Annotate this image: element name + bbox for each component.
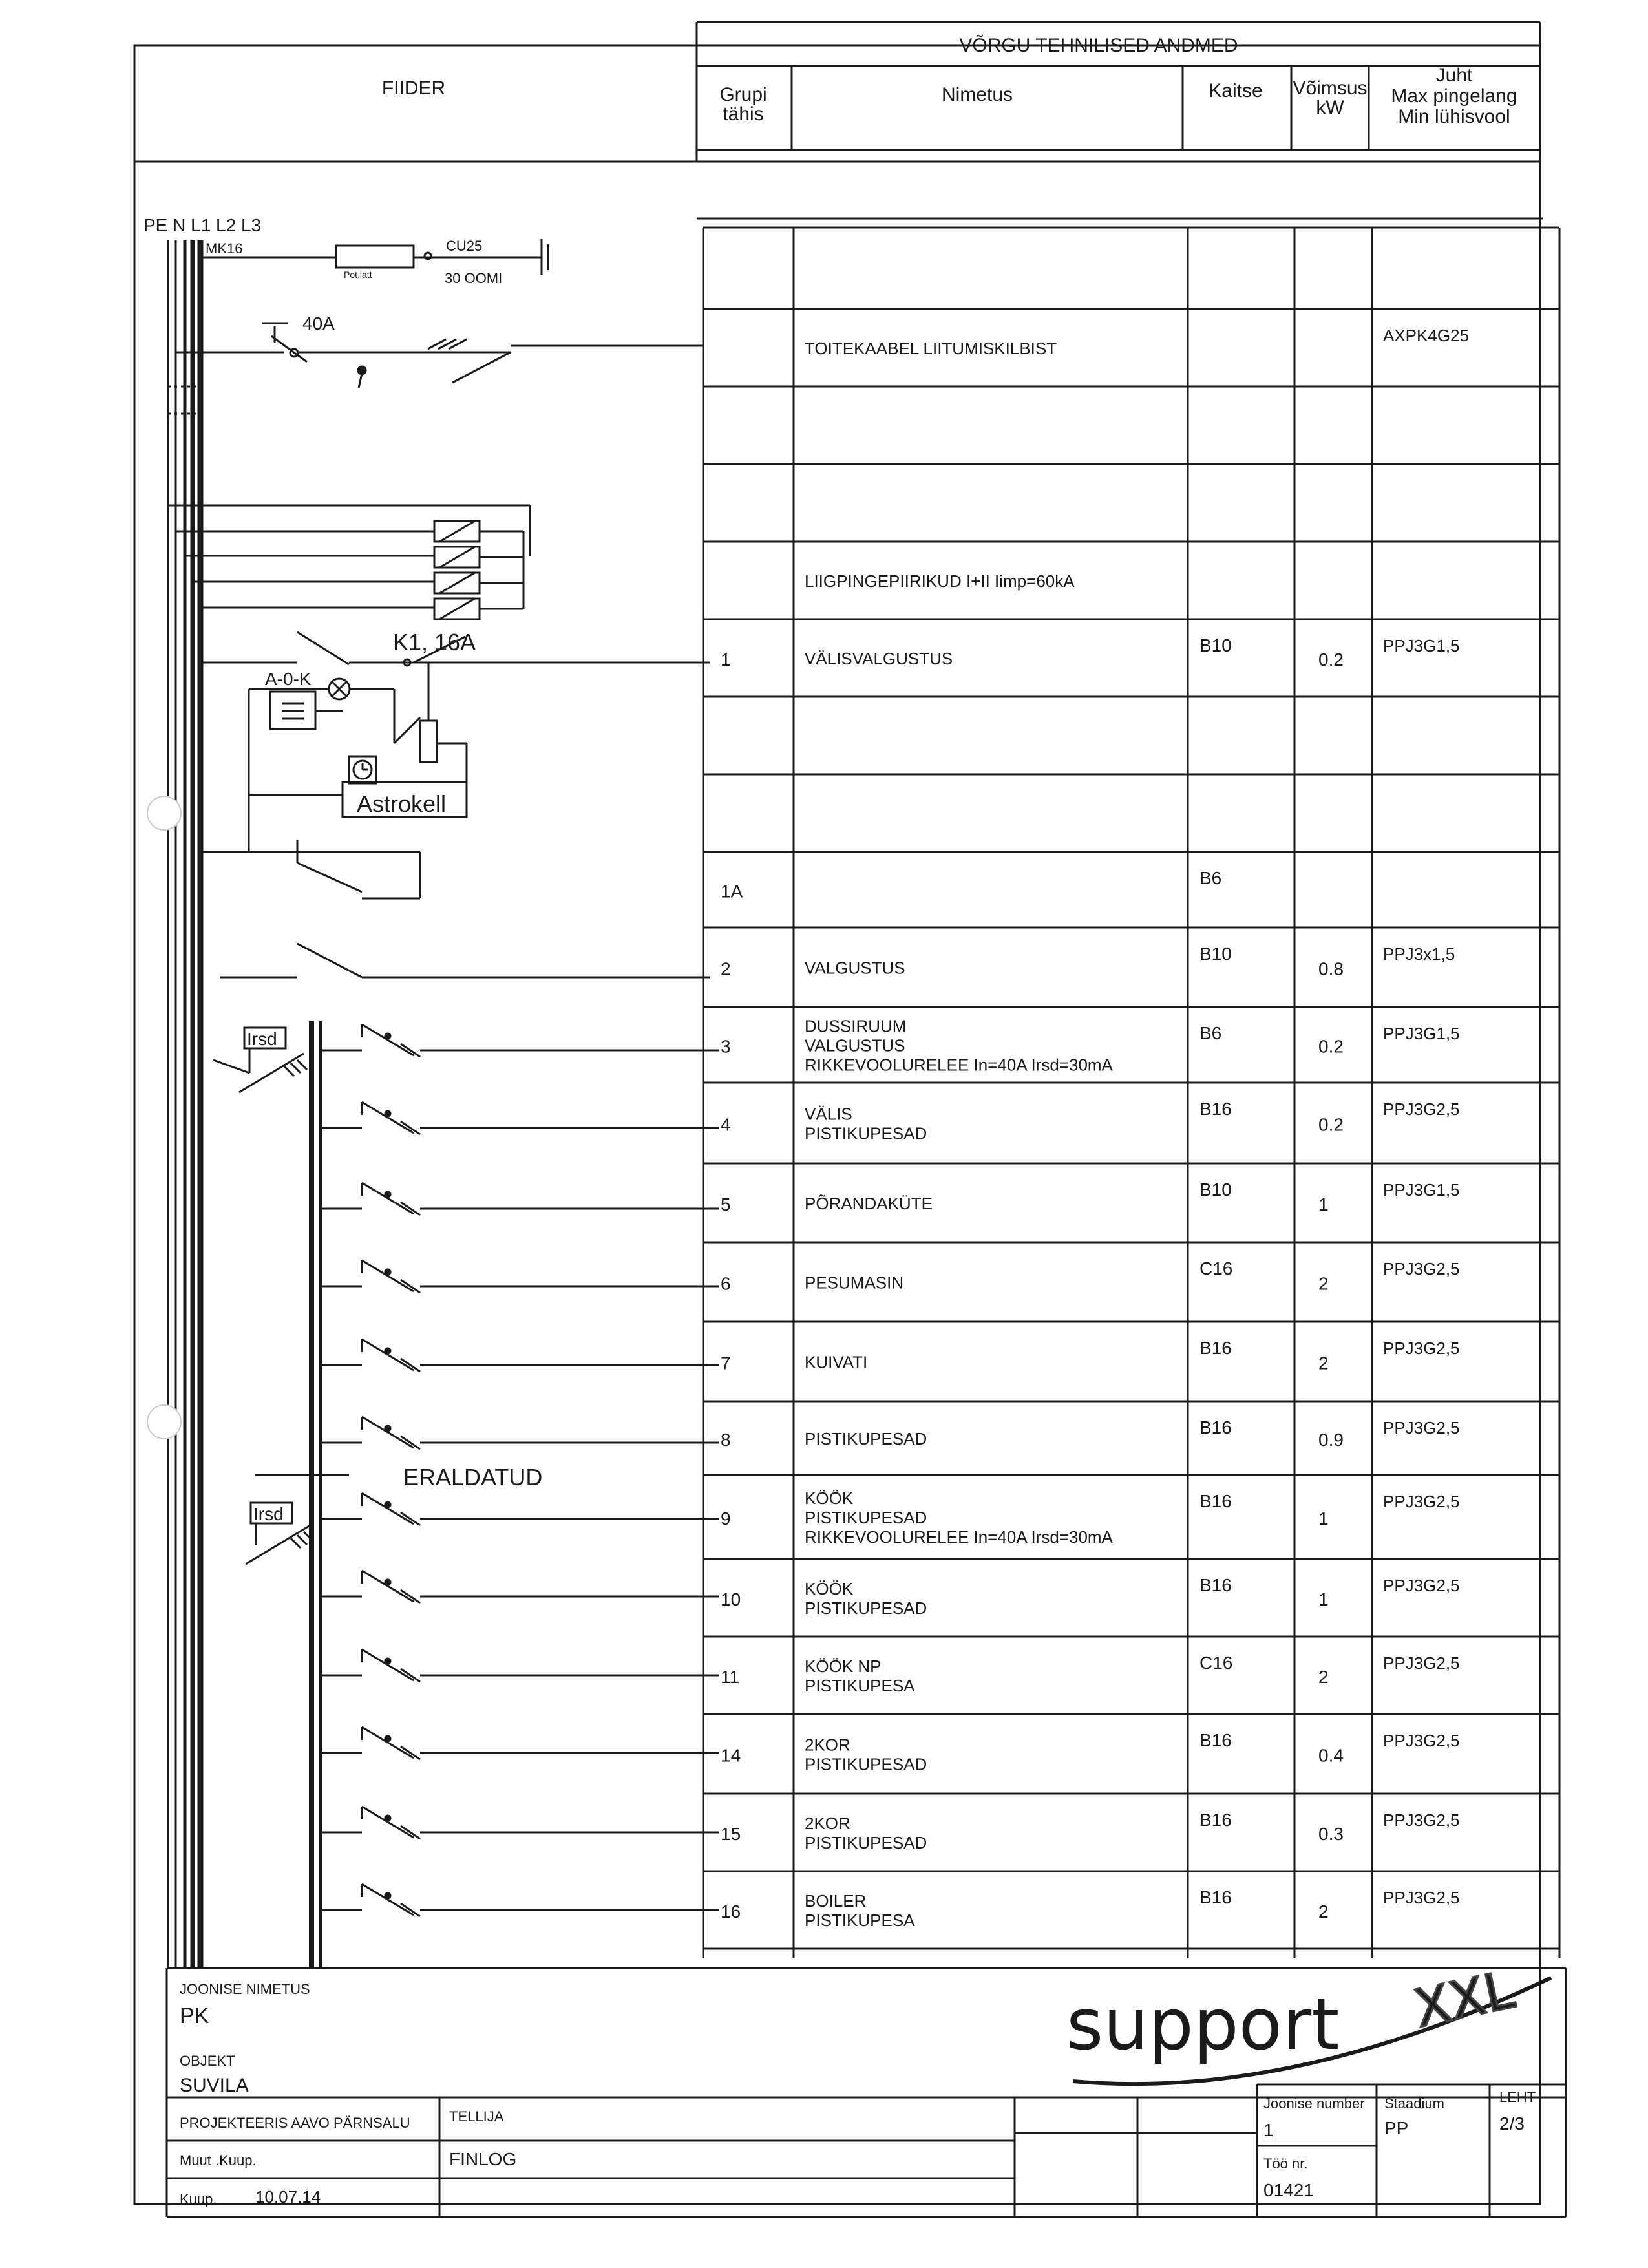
row-name: PISTIKUPESA: [805, 1911, 915, 1930]
title-block: [167, 1968, 1566, 2217]
row-fuse: B16: [1199, 1575, 1232, 1595]
work-number-label: Töö nr.: [1263, 2156, 1308, 2172]
row-name: PISTIKUPESAD: [805, 1598, 927, 1618]
branch-breaker: [321, 1102, 719, 1134]
bus-label: PE N L1 L2 L3: [143, 215, 262, 235]
rcd-label-2: Irsd: [253, 1504, 284, 1524]
drawing-number-label: Joonise number: [1263, 2095, 1365, 2112]
row-name: PISTIKUPESAD: [805, 1508, 927, 1527]
row-cable: AXPK4G25: [1383, 326, 1469, 345]
row-power: 0.8: [1318, 959, 1344, 979]
branch-breaker: [321, 1493, 719, 1525]
row-power: 2: [1318, 1667, 1329, 1687]
row-fuse: B16: [1199, 1338, 1232, 1358]
feeder-table: [697, 218, 1559, 1958]
potlatt-label: Pot.latt: [344, 270, 372, 280]
logo-accent: XXL: [1409, 1959, 1519, 2039]
row-cable: PPJ3G2,5: [1383, 1888, 1460, 1907]
row-name: KÖÖK NP: [805, 1657, 882, 1676]
row-name: VÄLIS: [805, 1104, 852, 1124]
sheet-label: LEHT: [1499, 2089, 1536, 2105]
row-fuse: B10: [1199, 635, 1232, 655]
cu-label: CU25: [446, 238, 483, 254]
row-fuse: B16: [1199, 1417, 1232, 1437]
branch-breaker: [321, 1183, 719, 1215]
row-cable: PPJ3G1,5: [1383, 636, 1460, 655]
header-group-1: Grupi: [719, 84, 767, 105]
row-cable: PPJ3G2,5: [1383, 1259, 1460, 1278]
diagram-labels: [143, 215, 542, 1524]
row-group: 8: [721, 1430, 731, 1450]
client-label: TELLIJA: [449, 2108, 504, 2125]
object-name: SUVILA: [180, 2075, 249, 2096]
row-fuse: B6: [1199, 868, 1222, 888]
row-fuse: C16: [1199, 1653, 1233, 1673]
row-name: VÄLISVALGUSTUS: [805, 649, 953, 668]
row-power: 0.2: [1318, 1114, 1344, 1135]
row-group: 14: [721, 1745, 741, 1766]
row-name: PESUMASIN: [805, 1273, 904, 1293]
branch-breaker: [321, 1417, 719, 1449]
row-cable: PPJ3G2,5: [1383, 1099, 1460, 1119]
row-name: TOITEKAABEL LIITUMISKILBIST: [805, 339, 1057, 358]
row-name: PISTIKUPESAD: [805, 1833, 927, 1852]
changed-label: Muut .Kuup.: [180, 2152, 257, 2168]
rcd-label-1: Irsd: [247, 1029, 277, 1049]
row-fuse: B16: [1199, 1887, 1232, 1907]
row-power: 2: [1318, 1353, 1329, 1373]
single-line-diagram: [168, 239, 710, 1968]
drawing-name: PK: [180, 2004, 209, 2028]
row-fuse: C16: [1199, 1258, 1233, 1278]
designer: PROJEKTEERIS AAVO PÄRNSALU: [180, 2115, 410, 2131]
row-cable: PPJ3G1,5: [1383, 1024, 1460, 1043]
row-cable: PPJ3G2,5: [1383, 1576, 1460, 1595]
row-name: VALGUSTUS: [805, 958, 905, 978]
header-fuse: Kaitse: [1209, 80, 1263, 101]
header-power-2: kW: [1316, 97, 1344, 118]
row-name: 2KOR: [805, 1814, 850, 1833]
date-label: Kuup.: [180, 2191, 217, 2207]
row-power: 2: [1318, 1902, 1329, 1922]
branch-breaker: [321, 1571, 719, 1603]
row-fuse: B10: [1199, 1180, 1232, 1200]
row-name: PISTIKUPESAD: [805, 1123, 927, 1143]
row-name: VALGUSTUS: [805, 1035, 905, 1055]
header-fider: FIIDER: [381, 78, 446, 99]
branch-breaker: [321, 1649, 719, 1682]
row-name: PISTIKUPESA: [805, 1676, 915, 1695]
row-cable: PPJ3G2,5: [1383, 1339, 1460, 1358]
row-fuse: B16: [1199, 1099, 1232, 1119]
row-name: KUIVATI: [805, 1352, 868, 1372]
row-group: 9: [721, 1509, 731, 1529]
row-name: BOILER: [805, 1891, 867, 1911]
row-power: 1: [1318, 1589, 1329, 1609]
row-cable: PPJ3x1,5: [1383, 944, 1455, 964]
feeder-table-text: [721, 326, 1469, 1930]
object-label: OBJEKT: [180, 2053, 235, 2069]
row-group: 2: [721, 959, 731, 979]
row-name: 2KOR: [805, 1735, 850, 1755]
row-cable: PPJ3G2,5: [1383, 1731, 1460, 1750]
row-group: 10: [721, 1589, 741, 1609]
row-group: 5: [721, 1194, 731, 1214]
header-cable-1: Juht: [1435, 65, 1473, 86]
row-name: KÖÖK: [805, 1579, 854, 1598]
row-name: PÕRANDAKÜTE: [805, 1194, 933, 1213]
stage-label: Staadium: [1384, 2095, 1444, 2112]
row-power: 2: [1318, 1273, 1329, 1294]
k1-label: K1, 16A: [393, 629, 476, 655]
branch-breaker: [321, 1727, 719, 1759]
work-number: 01421: [1263, 2180, 1314, 2200]
row-cable: PPJ3G2,5: [1383, 1653, 1460, 1673]
row-group: 6: [721, 1273, 731, 1294]
row-cable: PPJ3G2,5: [1383, 1418, 1460, 1437]
header-cable-2: Max pingelang: [1391, 85, 1517, 107]
rcd-devices: [213, 1028, 349, 1564]
branch-breaker: [321, 1339, 719, 1372]
row-cable: PPJ3G1,5: [1383, 1180, 1460, 1200]
row-name: PISTIKUPESAD: [805, 1429, 927, 1448]
ohm-label: 30 OOMI: [445, 270, 503, 286]
row-power: 0.4: [1318, 1745, 1344, 1766]
row-name: KÖÖK: [805, 1489, 854, 1508]
row-fuse: B16: [1199, 1810, 1232, 1830]
row-group: 15: [721, 1824, 741, 1844]
row-cable: PPJ3G2,5: [1383, 1810, 1460, 1830]
stage-value: PP: [1384, 2118, 1409, 2138]
logo-text: support: [1066, 1983, 1340, 2066]
drawing-name-label: JOONISE NIMETUS: [180, 1981, 310, 1997]
row-power: 0.2: [1318, 650, 1344, 670]
row-fuse: B10: [1199, 944, 1232, 964]
support-xxl-logo: [1066, 1960, 1551, 2084]
punch-hole-top: [147, 796, 181, 830]
row-fuse: B16: [1199, 1491, 1232, 1511]
mk-label: MK16: [206, 240, 243, 257]
row-power: 0.3: [1318, 1824, 1344, 1844]
header-group-2: tähis: [723, 103, 764, 125]
row-group: 11: [721, 1667, 740, 1687]
row-group: 16: [721, 1902, 741, 1922]
eraldatud-label: ERALDATUD: [403, 1464, 543, 1490]
row-power: 1: [1318, 1509, 1329, 1529]
aok-label: A-0-K: [265, 669, 312, 689]
header-name: Nimetus: [941, 84, 1013, 105]
header-network: VÕRGU TEHNILISED ANDMED: [959, 35, 1238, 56]
drawing-number: 1: [1263, 2120, 1274, 2140]
row-name: RIKKEVOOLURELEE In=40A Irsd=30mA: [805, 1055, 1113, 1075]
row-group: 1A: [721, 881, 743, 902]
row-name: RIKKEVOOLURELEE In=40A Irsd=30mA: [805, 1527, 1113, 1547]
row-name: LIIGPINGEPIIRIKUD I+II Iimp=60kA: [805, 571, 1075, 591]
row-fuse: B16: [1199, 1730, 1232, 1750]
table-header: [382, 34, 1517, 127]
sheet-value: 2/3: [1499, 2114, 1525, 2134]
row-power: 1: [1318, 1194, 1329, 1214]
row-name: DUSSIRUUM: [805, 1016, 907, 1036]
main-switch-label: 40A: [302, 313, 335, 334]
date-value: 10.07.14: [255, 2187, 321, 2207]
row-group: 7: [721, 1353, 731, 1373]
row-fuse: B6: [1199, 1023, 1222, 1043]
row-name: PISTIKUPESAD: [805, 1754, 927, 1774]
punch-hole-bottom: [147, 1405, 181, 1439]
header-cable-3: Min lühisvool: [1398, 106, 1510, 127]
row-group: 4: [721, 1114, 731, 1135]
branch-breaker: [321, 1884, 719, 1916]
row-group: 3: [721, 1036, 731, 1057]
branch-breaker: [321, 1807, 719, 1839]
row-power: 0.2: [1318, 1036, 1344, 1057]
branch-breaker: [321, 1024, 719, 1057]
branch-breaker: [321, 1260, 719, 1293]
astro-label: Astrokell: [357, 790, 447, 817]
row-group: 1: [721, 650, 731, 670]
client-name: FINLOG: [449, 2149, 517, 2169]
row-cable: PPJ3G2,5: [1383, 1492, 1460, 1511]
row-power: 0.9: [1318, 1430, 1344, 1450]
header-power-1: Võimsus: [1293, 78, 1368, 99]
